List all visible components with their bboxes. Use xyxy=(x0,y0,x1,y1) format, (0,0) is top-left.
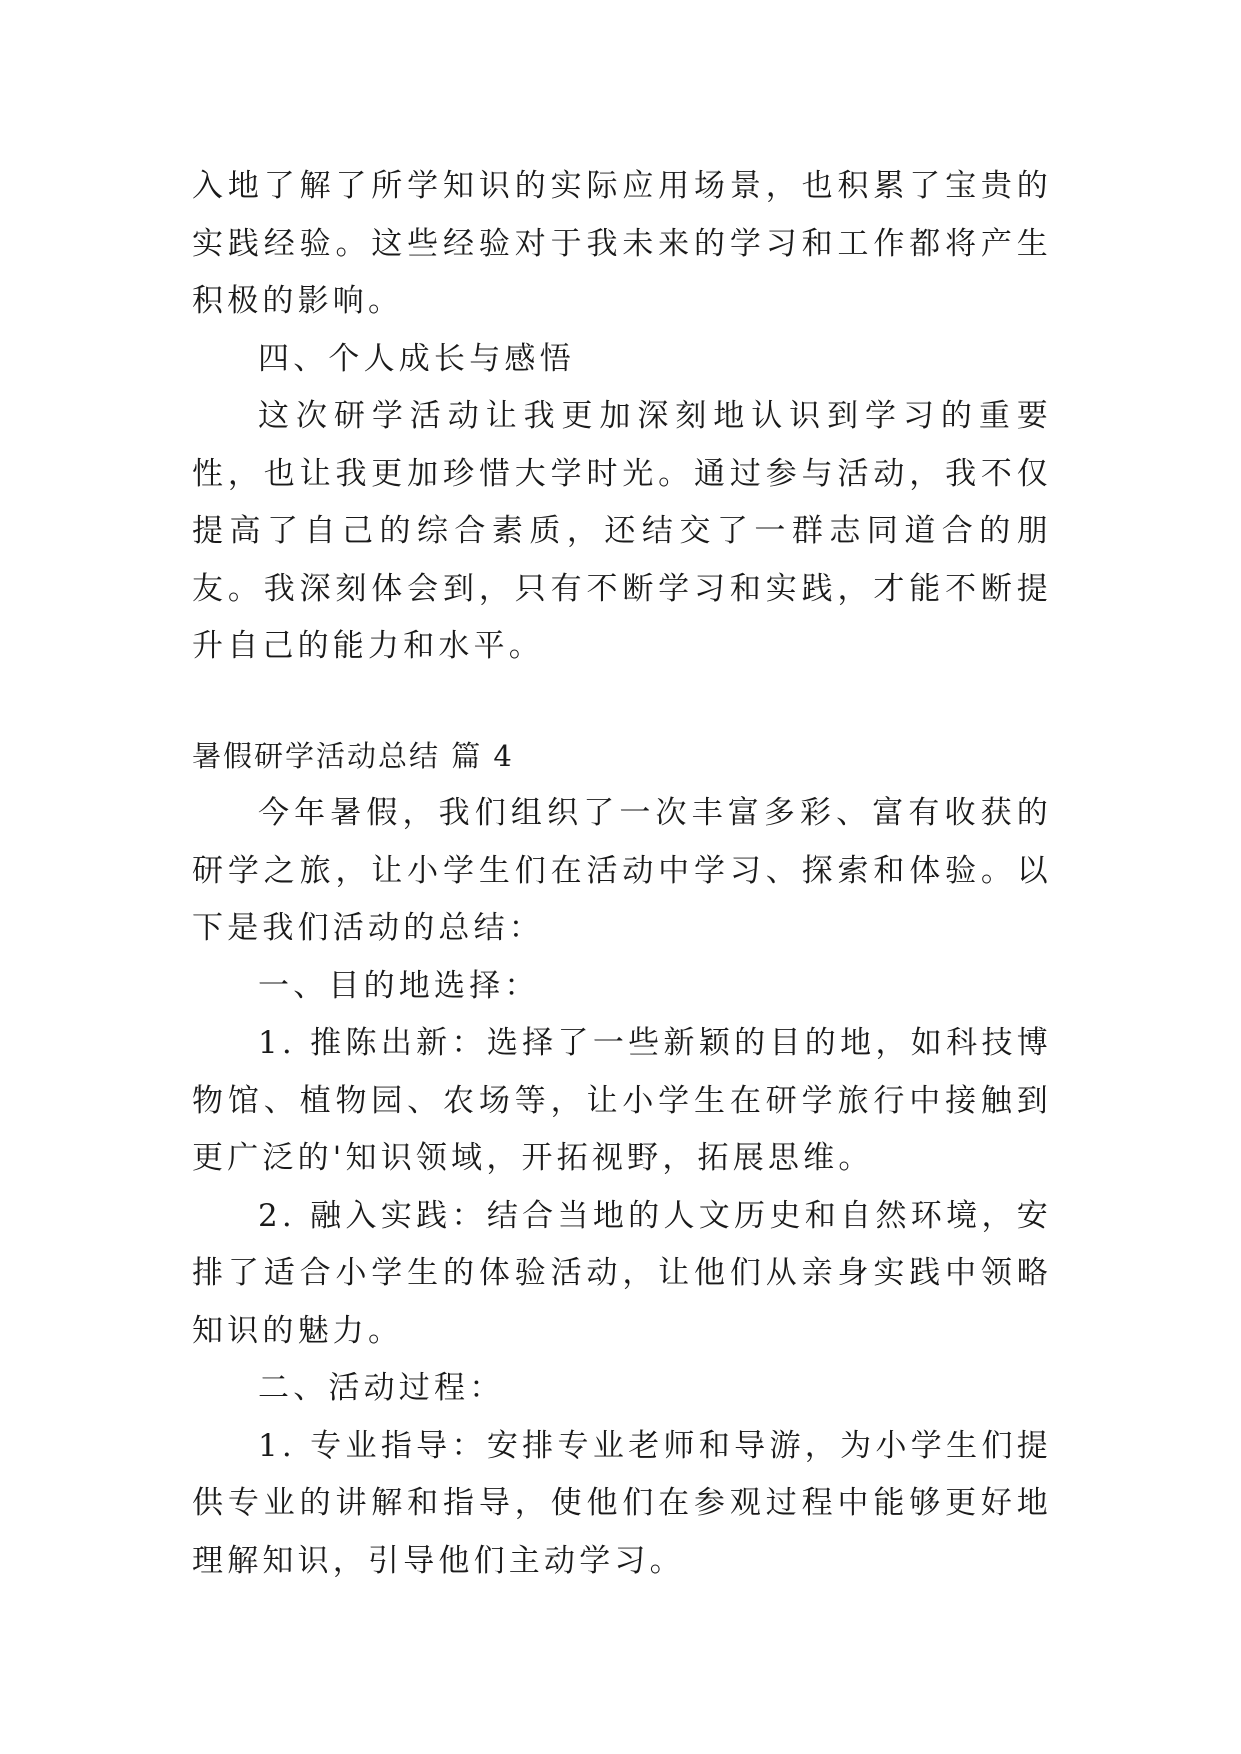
document-body xyxy=(192,158,1052,1590)
section-title: 暑假研学活动总结 篇 4 xyxy=(192,738,514,773)
list-item-guidance: 1. 专业指导：安排专业老师和导游，为小学生们提供专业的讲解和指导，使他们在参观过程中能够更好地理解知识，引导他们主动学习。 xyxy=(192,1427,1052,1579)
paragraph-reflection: 这次研学活动让我更加深刻地认识到学习的重要性，也让我更加珍惜大学时光。通过参与活动，我不仅提高了自己的综合素质，还结交了一群志同道合的朋友。我深刻体会到，只有不断学习和实践，才能不断提升自己的能力和水平。 xyxy=(192,398,1052,664)
section-gap xyxy=(192,676,1052,728)
paragraph-continuation: 入地了解了所学知识的实际应用场景，也积累了宝贵的实践经验。这些经验对于我未来的学习和工作都将产生积极的影响。 xyxy=(192,168,1052,319)
paragraph-intro: 今年暑假，我们组织了一次丰富多彩、富有收获的研学之旅，让小学生们在活动中学习、探索和体验。以下是我们活动的总结： xyxy=(192,795,1052,946)
heading-personal-growth: 四、个人成长与感悟 xyxy=(258,340,575,377)
heading-process: 二、活动过程： xyxy=(258,1370,505,1406)
list-item-practice: 2. 融入实践：结合当地的人文历史和自然环境，安排了适合小学生的体验活动，让他们从亲身实践中领略知识的魅力。 xyxy=(192,1197,1052,1349)
heading-destination: 一、目的地选择： xyxy=(258,967,540,1004)
list-item-innovation: 1. 推陈出新：选择了一些新颖的目的地，如科技博物馆、植物园、农场等，让小学生在研学旅行中接触到更广泛的'知识领域，开拓视野，拓展思维。 xyxy=(192,1025,1052,1176)
